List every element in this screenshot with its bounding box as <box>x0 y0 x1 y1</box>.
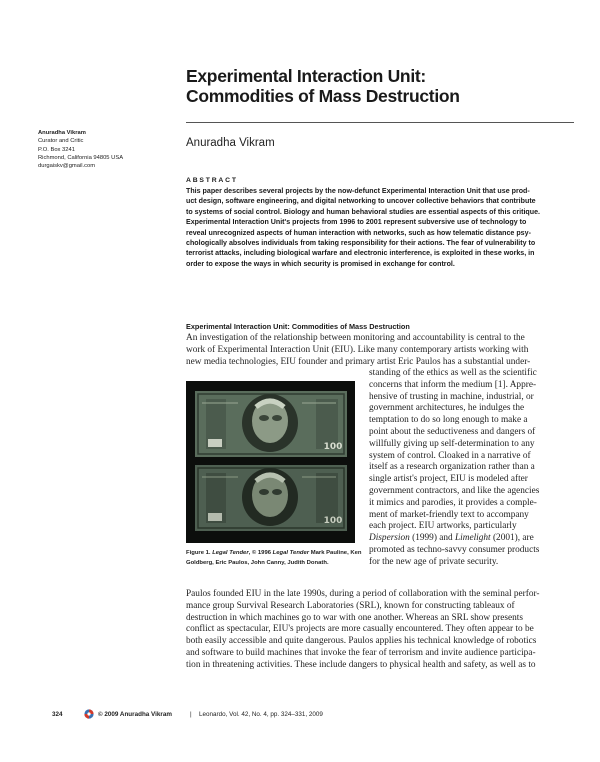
abstract-line-3: to systems of social control. Biology and human behavioral studies are essential aspects of this critique. <box>186 207 540 216</box>
paragraph-1-line-3: new media technologies, EIU founder and primary artist Eric Paulos has a substantial under- <box>186 356 531 367</box>
paragraph-2-line-4: conflict as spectacular, EIU's projects are more casually encountered. They often appear to be <box>186 624 534 635</box>
paragraph-2-line-2: mance group Survival Research Laboratories (SRL), known for constructing tableaux of <box>186 600 515 611</box>
figure-caption <box>186 549 362 568</box>
caption-line-1: Figure 1. Legal Tender, © 1996 Legal Tender Mark Pauline, Ken <box>186 550 362 556</box>
author-role: Curator and Critic <box>38 138 84 145</box>
svg-text:100: 100 <box>323 516 343 526</box>
paragraph-1-col-line-14: each project. EIU artworks, particularly <box>369 521 517 532</box>
paragraph-1-col-line-3: hensive of trusting in machine, industrial, or <box>369 391 534 402</box>
title-line-2: Commodities of Mass Destruction <box>186 86 460 106</box>
footer-separator: | <box>190 711 192 718</box>
paragraph-1-col-line-13: ment of market-friendly text to accompany <box>369 509 529 520</box>
banknote-top <box>195 391 347 457</box>
paragraph-2-line-5: both easily accessible and quite dangerous. Paulos applies his technical knowledge of robotics <box>186 636 537 647</box>
banknote-bottom <box>195 465 347 531</box>
paragraph-1-col-line-11: government contractors, and like the agencies <box>369 485 540 496</box>
section-heading: Experimental Interaction Unit: Commodities of Mass Destruction <box>186 322 410 331</box>
page-number: 324 <box>52 711 63 718</box>
author-contact-name: Anuradha Vikram <box>38 130 86 136</box>
author-byline: Anuradha Vikram <box>186 137 275 149</box>
paragraph-1-line-2: work of Experimental Interaction Unit (EIU). Like many contemporary artists working with <box>186 344 529 355</box>
paragraph-1-column <box>369 368 539 569</box>
paragraph-1-col-line-1: standing of the ethics as well as the scientific <box>369 368 537 378</box>
abstract-line-2: uct design, software engineering, and digital networking to uncover collective behaviors that contribute <box>186 197 536 206</box>
author-city: Richmond, California 94805 USA <box>38 154 124 161</box>
figure-legal-tender-image <box>186 381 355 543</box>
journal-citation: Leonardo, Vol. 42, No. 4, pp. 324–331, 2009 <box>199 711 323 718</box>
abstract-line-6: chologically absolves individuals from taking responsibility for their actions. The fear of vulnerability to <box>186 239 536 248</box>
svg-text:100: 100 <box>323 442 343 452</box>
paragraph-1-col-line-10: single artist's project, EIU is modeled after <box>369 474 528 485</box>
paragraph-1-col-line-7: willfully giving up self-determination to any <box>369 438 535 449</box>
paragraph-1-col-line-2: concerns that inform the medium [1]. Appre- <box>369 379 537 390</box>
abstract-line-7: terrorist attacks, including biological warfare and electronic interference, is exploited in these works, in <box>186 249 535 258</box>
paragraph-1-col-line-6: point about the seductiveness and dangers of <box>369 426 536 437</box>
title-line-1: Experimental Interaction Unit: <box>186 66 426 86</box>
author-po-box: P.O. Box 3241 <box>38 146 75 153</box>
page-footer <box>38 711 578 723</box>
abstract-line-1: This paper describes several projects by the now-defunct Experimental Interaction Unit that use prod- <box>186 187 530 195</box>
paragraph-1-col-line-15: Dispersion (1999) and Limelight (2001), are <box>369 533 534 544</box>
paragraph-1-col-line-16: promoted as techno-savvy consumer products <box>369 544 540 555</box>
author-contact-block <box>38 129 178 170</box>
paragraph-1-col-line-8: system of control. Cloaked in a narrative of <box>369 450 531 461</box>
paragraph-1-col-line-17: for the new age of private security. <box>369 556 499 567</box>
paragraph-1-line-1: An investigation of the relationship between monitoring and accountability is central to the <box>186 333 525 343</box>
paragraph-1-col-line-9: itself as a research organization rather than a <box>369 462 535 473</box>
abstract-line-8: order to expose the ways in which security is promised in exchange for control. <box>186 259 455 268</box>
paragraph-2-line-3: destruction in which machines go to war with one another. Whereas an SRL show presents <box>186 612 523 623</box>
paragraph-1-intro <box>186 333 530 368</box>
abstract-line-4: Experimental Interaction Unit's projects from 1996 to 2001 represent subversive use of technology to <box>186 218 527 227</box>
article-title <box>186 66 566 106</box>
paragraph-2-line-6: and software to build machines that invoke the fear of terrorism and invite audience participa- <box>186 647 536 658</box>
paragraph-1-col-line-12: it mimics and parodies, it provides a comple- <box>369 497 537 508</box>
paragraph-1-col-line-5: temptation to do so long enough to make a <box>369 415 528 426</box>
abstract-text <box>186 186 556 269</box>
paragraph-2 <box>186 589 540 672</box>
author-email[interactable]: durgaiskv@gmail.com <box>38 163 96 170</box>
paragraph-2-line-7: tion in threatening activities. These include dangers to physical health and safety, as well as to <box>186 659 536 670</box>
paragraph-2-line-1: Paulos founded EIU in the late 1990s, during a period of collaboration with the seminal perfor- <box>186 589 540 599</box>
copyright-notice: © 2009 Anuradha Vikram <box>98 711 172 718</box>
abstract-heading: ABSTRACT <box>186 177 238 184</box>
caption-line-2: Goldberg, Eric Paulos, John Canny, Judith Donath. <box>186 559 329 566</box>
journal-logo-icon <box>84 709 94 719</box>
title-rule <box>186 122 574 123</box>
paragraph-1-col-line-4: government architectures, he indulges the <box>369 403 525 414</box>
abstract-line-5: reveal unrecognized aspects of human interaction with networks, such as how telematic distance psy- <box>186 228 531 237</box>
